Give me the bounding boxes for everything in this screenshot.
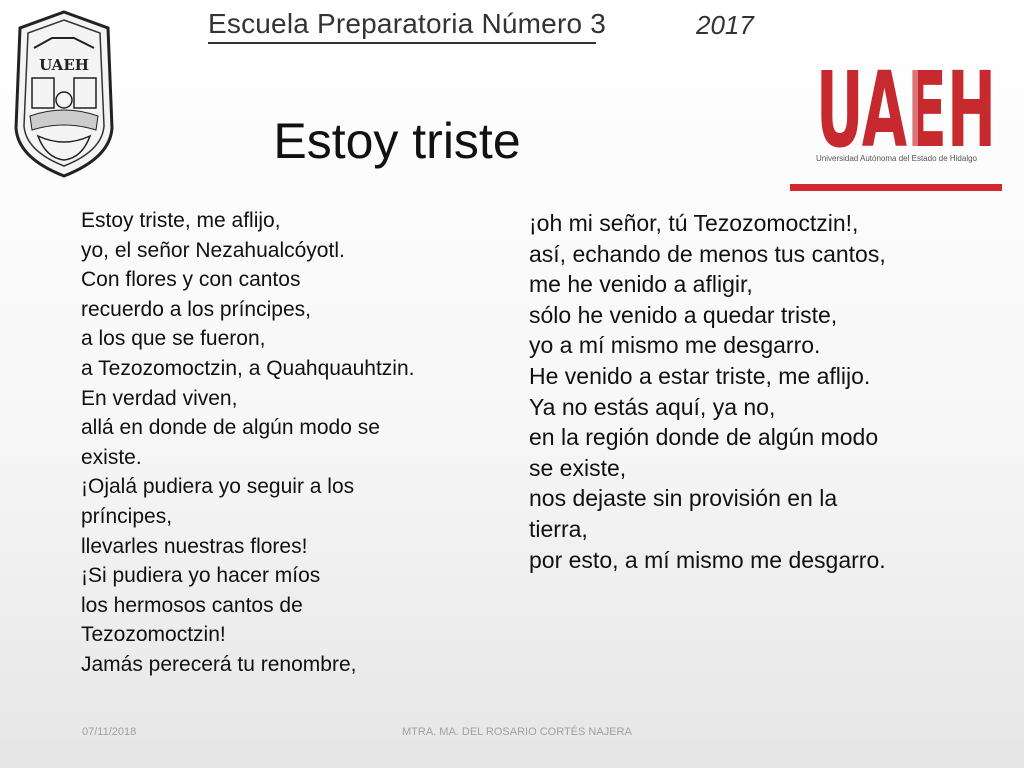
poem-line: Jamás perecerá tu renombre, [81,652,357,676]
poem-line: llevarles nuestras flores! [81,534,308,558]
school-name: Escuela Preparatoria Número 3 [208,8,606,39]
poem-line: sólo he venido a quedar triste, [529,301,838,328]
uaeh-logo-icon [790,50,1005,195]
poem-line: los hermosos cantos de [81,593,303,617]
poem-line: ¡Si pudiera yo hacer míos [81,564,321,588]
poem-line: allá en donde de algún modo se [81,416,380,440]
poem-line: Con flores y con cantos [81,268,301,292]
slide-title: Estoy triste [273,113,521,169]
poem-line: Tezozomoctzin! [81,623,226,647]
uaeh-caption: Universidad Autónoma del Estado de Hidalgo [816,154,977,163]
poem-line: Ya no estás aquí, ya no, [529,393,776,420]
poem-line: recuerdo a los príncipes, [81,297,311,321]
poem-line: yo a mí mismo me desgarro. [529,332,821,359]
uaeh-letters: UAEH [816,60,996,152]
footer-date: 07/11/2018 [82,726,137,738]
poem-line: existe. [81,445,142,469]
poem-line: a Tezozomoctzin, a Quahquauhtzin. [81,356,415,380]
poem-line: He venido a estar triste, me aflijo. [529,362,871,389]
poem-line: en la región donde de algún modo [529,424,879,451]
poem-line: En verdad viven, [81,386,238,410]
uaeh-red-bar [790,184,1002,191]
poem-line: nos dejaste sin provisión en la [529,485,838,512]
poem-line: ¡Ojalá pudiera yo seguir a los [81,475,355,499]
poem-line: a los que se fueron, [81,327,266,351]
header-year: 2017 [696,10,754,40]
poem-line: se existe, [529,454,627,481]
poem-line: así, echando de menos tus cantos, [529,240,886,267]
footer-author: MTRA. MA. DEL ROSARIO CORTÉS NAJERA [402,726,632,738]
poem-right-column [529,208,989,575]
poem-line: yo, el señor Nezahualcóyotl. [81,238,345,262]
poem-left-column [81,206,501,680]
poem-line: Estoy triste, me aflijo, [81,209,281,232]
seal-text: UAEH [39,56,89,74]
uaeh-letters-graphic [816,60,996,152]
poem-line: príncipes, [81,504,173,528]
poem-line: tierra, [529,515,588,542]
poem-line: ¡oh mi señor, tú Tezozomoctzin!, [529,210,859,236]
poem-line: me he venido a afligir, [529,271,753,298]
header-underline [208,42,596,44]
poem-line: por esto, a mí mismo me desgarro. [529,546,886,573]
